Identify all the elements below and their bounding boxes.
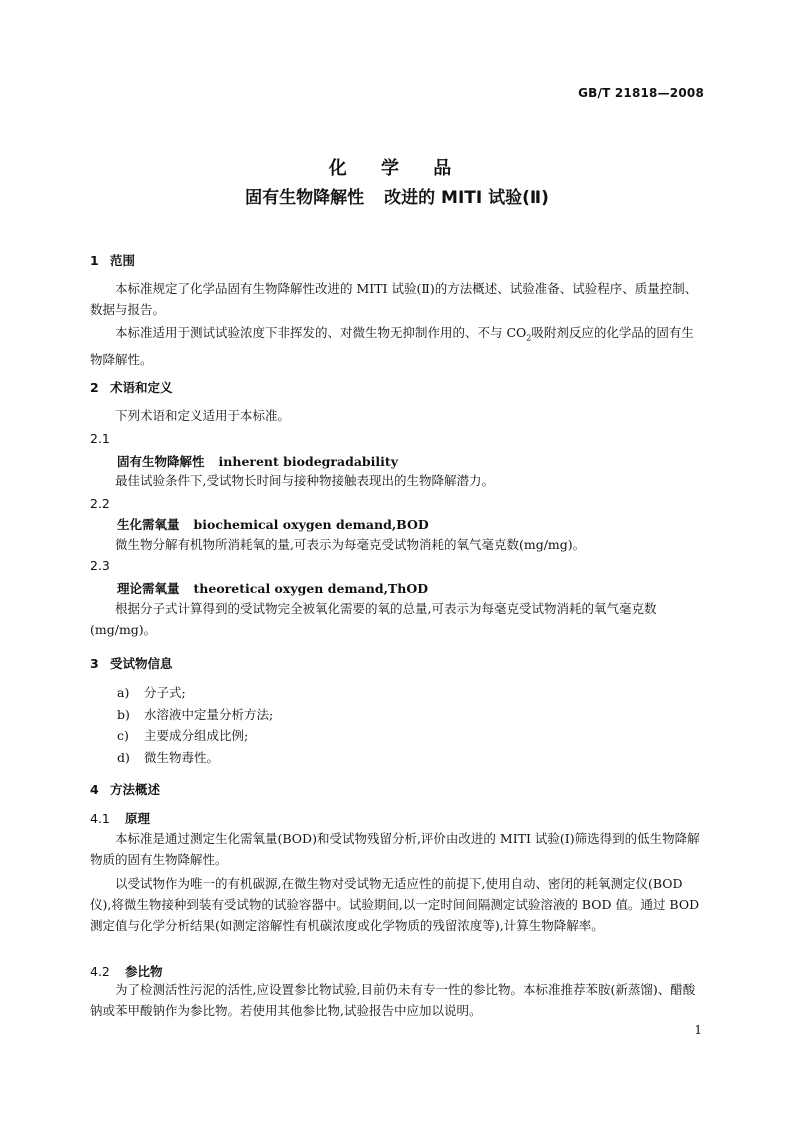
standard-code: GB/T 21818—2008 xyxy=(578,86,704,100)
title-line-2b: 改进的 MITI 试验(Ⅱ) xyxy=(384,188,549,208)
title-line-2a: 固有生物降解性 xyxy=(245,188,365,208)
term-2-3-definition: 根据分子式计算得到的受试物完全被氧化需要的氧的总量,可表示为每毫克受试物消耗的氧气毫克数(mg/mg)。 xyxy=(90,601,657,637)
term-2-1-definition: 最佳试验条件下,受试物长时间与接种物接触表现出的生物降解潜力。 xyxy=(115,473,494,488)
section-4-2-heading: 4.2 参比物 xyxy=(90,964,163,979)
title-line-1: 化 学 品 xyxy=(328,158,466,179)
title-line-2 xyxy=(0,183,794,208)
term-2-1-number: 2.1 xyxy=(90,431,110,446)
list-item: d) 微生物毒性。 xyxy=(117,750,220,765)
section-1-paragraph-2: 本标准适用于测试试验浓度下非挥发的、对微生物无抑制作用的、不与 $CO_2$吸附剂反应的化学品的固有生物降解性。 xyxy=(90,325,694,367)
section-1-heading: 1 范围 xyxy=(90,253,136,268)
section-1-paragraph-1: 本标准规定了化学品固有生物降解性改进的 MITI 试验(Ⅱ)的方法概述、试验准备、试验程序、质量控制、数据与报告。 xyxy=(90,281,698,317)
section-4-1-paragraph-2: 以受试物作为唯一的有机碳源,在微生物对受试物无适应性的前提下,使用自动、密闭的耗氧测定仪(BOD 仪),将微生物接种到装有受试物的试验容器中。试验期间,以一定时间间隔测定试验溶液的 BOD 值。通过 BOD 测定值与化学分析结果(如测定溶解性有机碳浓度或化学物质的残留浓度等),计算生物降解率。 xyxy=(90,876,700,933)
term-2-2-definition: 微生物分解有机物所消耗氧的量,可表示为每毫克受试物消耗的氧气毫克数(mg/mg)。 xyxy=(115,537,586,552)
term-2-2-title: 生化需氧量 biochemical oxygen demand,BOD xyxy=(117,517,429,532)
section-2-heading: 2 术语和定义 xyxy=(90,380,173,395)
section-4-2-paragraph-1: 为了检测活性污泥的活性,应设置参比物试验,目前仍未有专一性的参比物。本标准推荐苯胺(新蒸馏)、醋酸钠或苯甲酸钠作为参比物。若使用其他参比物,试验报告中应加以说明。 xyxy=(90,982,696,1018)
list-item: b) 水溶液中定量分析方法; xyxy=(117,707,274,722)
section-2-intro: 下列术语和定义适用于本标准。 xyxy=(115,408,291,423)
term-2-3-number: 2.3 xyxy=(90,558,110,573)
term-2-3-title: 理论需氧量 theoretical oxygen demand,ThOD xyxy=(117,581,429,596)
section-4-1-heading: 4.1 原理 xyxy=(90,811,151,826)
section-3-heading: 3 受试物信息 xyxy=(90,656,173,671)
list-item: c) 主要成分组成比例; xyxy=(117,728,249,743)
term-2-1-title: 固有生物降解性 inherent biodegradability xyxy=(117,454,398,469)
list-item: a) 分子式; xyxy=(117,685,186,700)
page-number: 1 xyxy=(694,1023,702,1037)
section-4-heading: 4 方法概述 xyxy=(90,782,161,797)
term-2-2-number: 2.2 xyxy=(90,496,110,511)
section-4-1-paragraph-1: 本标准是通过测定生化需氧量(BOD)和受试物残留分析,评价由改进的 MITI 试验(Ⅰ)筛选得到的低生物降解物质的固有生物降解性。 xyxy=(90,831,700,867)
